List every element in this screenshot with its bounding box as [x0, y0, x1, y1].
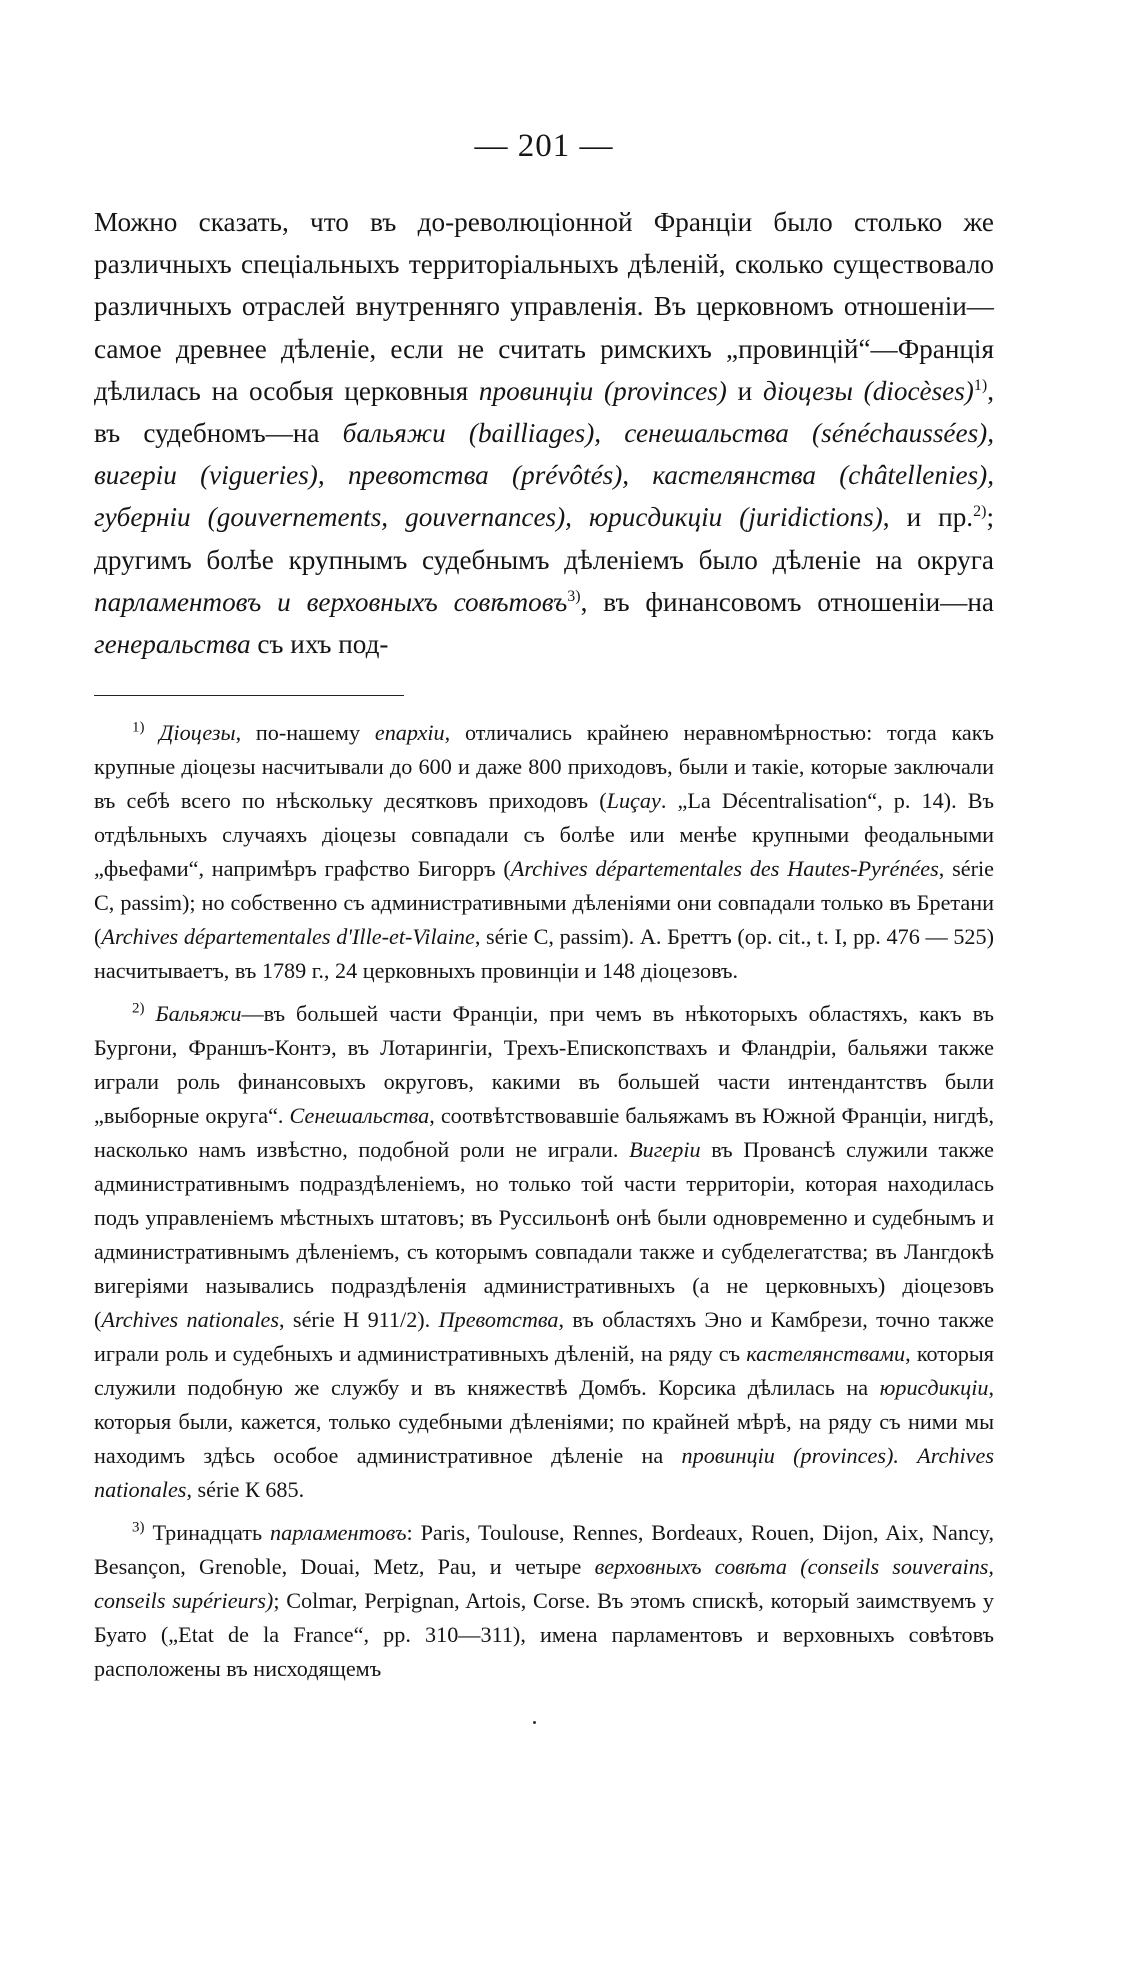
- main-text-3: , въ судебномъ—на: [94, 375, 994, 449]
- fn1-text-4: , série С, passim); но собственно съ административными дѣленіями они совпадали только въ Бретани (: [94, 856, 994, 950]
- fn1-italic-4: Archives départementales des Hautes-Pyrénées: [510, 856, 939, 882]
- main-italic-5: генеральства: [94, 629, 251, 660]
- fn3-text-2: : Paris, Toulouse, Rennes, Bordeaux, Rouen, Dijon, Aix, Nancy, Besançon, Grenoble, Douai, Metz, Pau, и четыре: [94, 1520, 994, 1580]
- fn2-text-1: —въ большей части Франціи, при чемъ въ нѣкоторыхъ областяхъ, какъ въ Бургони, Франшъ-Контэ, въ Лотарингіи, Трехъ-Епископствахъ и Фландріи, бальяжи также играли роль финансовыхъ округовъ, какими въ большей части интендантствъ были „выборные округа“.: [94, 1001, 994, 1129]
- fn2-italic-7: юрисдикціи: [879, 1375, 989, 1401]
- main-italic-3: бальяжи (bailliages), сенешальства (sénéchaussées), вигеріи (vigueries), превотства (prévôtés), кастелянства (châtellenies), губерніи (gouvernements, gouvernances), юрисдикціи (juridictions): [94, 418, 994, 533]
- fn1-italic-5: Archives départementales d'Ille-et-Vilaine: [101, 924, 475, 950]
- main-text-6: , въ финансовомъ отношеніи—на: [580, 586, 994, 617]
- fn1-italic-2: епархіи: [374, 720, 445, 746]
- fn1-text-1: , по-нашему: [235, 720, 375, 746]
- page-number: — 201 —: [474, 128, 614, 164]
- fn3-italic-1: парламентовъ: [270, 1520, 407, 1546]
- footnote-1-mark: 1): [132, 719, 145, 736]
- fn2-text-6: , которыя служили подобную же службу и въ княжествѣ Домбъ. Корсика дѣлилась на: [94, 1341, 994, 1401]
- fn2-italic-6: кастелянствами: [746, 1341, 906, 1367]
- main-italic-2: діоцезы (diocèses): [762, 375, 974, 406]
- fn1-text-5: , série С, passim). А. Бреттъ (ор. cit., t. I, pp. 476 — 525) насчитываетъ, въ 1789 г., 24 церковныхъ провинціи и 148 діоцезовъ.: [94, 924, 994, 984]
- main-text-5: ; другимъ болѣе крупнымъ судебнымъ дѣленіемъ было дѣленіе на округа: [94, 502, 994, 575]
- page: [94, 128, 994, 1695]
- main-text-2: и: [726, 375, 763, 406]
- fn2-text-7: , которыя были, кажется, только судебными дѣленіями; по крайней мѣрѣ, на ряду съ ними мы находимъ здѣсь особое административное дѣленіе на: [94, 1375, 994, 1469]
- fn2-italic-8: провинціи (provinces). Archives nationales: [94, 1443, 994, 1503]
- fn2-italic-1: Бальяжи: [155, 1001, 242, 1027]
- footnote-2-mark: 2): [132, 1000, 145, 1017]
- fn2-text-5: , въ областяхъ Эно и Камбрези, точно также играли роль и судебныхъ и административныхъ дѣленій, на ряду съ: [94, 1307, 994, 1367]
- fn1-text-3: . „La Décentralisation“, р. 14). Въ отдѣльныхъ случаяхъ діоцезы совпадали съ болѣе или менѣе крупными феодальными „фьефами“, напримѣръ графство Бигорръ (: [94, 788, 994, 882]
- fn3-italic-2: верховныхъ совѣта (conseils souverains, conseils supérieurs): [94, 1554, 994, 1614]
- fn1-italic-1: Діоцезы: [159, 720, 236, 746]
- fn2-text-3: въ Провансѣ служили также административнымъ подраздѣленіемъ, но только той части территоріи, которая находилась подъ управленіемъ мѣстныхъ штатовъ; въ Руссильонѣ онѣ были одновременно и судебнымъ и административнымъ дѣленіемъ, съ которымъ совпадали также и субделегатства; въ Лангдокѣ вигеріями назывались подраздѣленія административныхъ (а не церковныхъ) діоцезовъ (: [94, 1137, 995, 1333]
- footnote-ref-2: 2): [973, 503, 987, 521]
- main-italic-4: парламентовъ и верховныхъ совѣтовъ: [94, 586, 568, 617]
- footnote-3: [94, 1516, 994, 1686]
- page-speck: [533, 1721, 536, 1724]
- footnote-3-mark: 3): [132, 1519, 145, 1536]
- main-paragraph: [94, 201, 994, 665]
- fn2-text-8: , série К 685.: [186, 1477, 305, 1503]
- main-text-1: Можно сказать, что въ до-революціонной Франціи было столько же различныхъ спеціальныхъ территоріальныхъ дѣленій, сколько существовало различныхъ отраслей внутренняго управленія. Въ церковномъ отношеніи—самое древнее дѣленіе, если не считать римскихъ „провинцій“—Франція дѣлилась на особыя церковныя: [94, 207, 994, 406]
- fn1-italic-3: Luçay: [606, 788, 661, 814]
- fn1-text-2: , отличались крайнею неравномѣрностью: тогда какъ крупные діоцезы насчитывали до 600 и даже 800 приходовъ, были и такіе, которые заключали въ себѣ всего по нѣскольку десятковъ приходовъ (: [94, 720, 995, 814]
- fn2-italic-3: Вигеріи: [629, 1137, 701, 1163]
- main-text-7: съ ихъ под-: [250, 629, 389, 660]
- main-text-4: , и пр.: [882, 502, 974, 533]
- fn2-italic-2: Сенешальства: [289, 1103, 430, 1129]
- footnote-1: [94, 716, 994, 988]
- footnote-2: [94, 997, 994, 1507]
- footnote-ref-3: 3): [567, 587, 581, 605]
- fn2-text-2: , соотвѣтствовавшіе бальяжамъ въ Южной Франціи, нигдѣ, насколько намъ извѣстно, подобной роли не играли.: [94, 1103, 994, 1163]
- fn2-text-4: , série Н 911/2).: [279, 1307, 439, 1333]
- fn2-italic-4: Archives nationales: [101, 1307, 280, 1333]
- fn3-text-1: Тринадцать: [152, 1520, 271, 1546]
- main-italic-1: провинціи (provinces): [478, 375, 727, 406]
- fn2-italic-5: Превотства: [438, 1307, 559, 1333]
- fn3-text-3: ; Colmar, Perpignan, Artois, Corse. Въ этомъ спискѣ, который заимствуемъ у Буато („Etat de la France“, pp. 310—311), имена парламентовъ и верховныхъ совѣтовъ расположены въ нисходящемъ: [94, 1588, 994, 1682]
- footnote-ref-1: 1): [973, 376, 988, 394]
- footnote-divider: [94, 695, 404, 696]
